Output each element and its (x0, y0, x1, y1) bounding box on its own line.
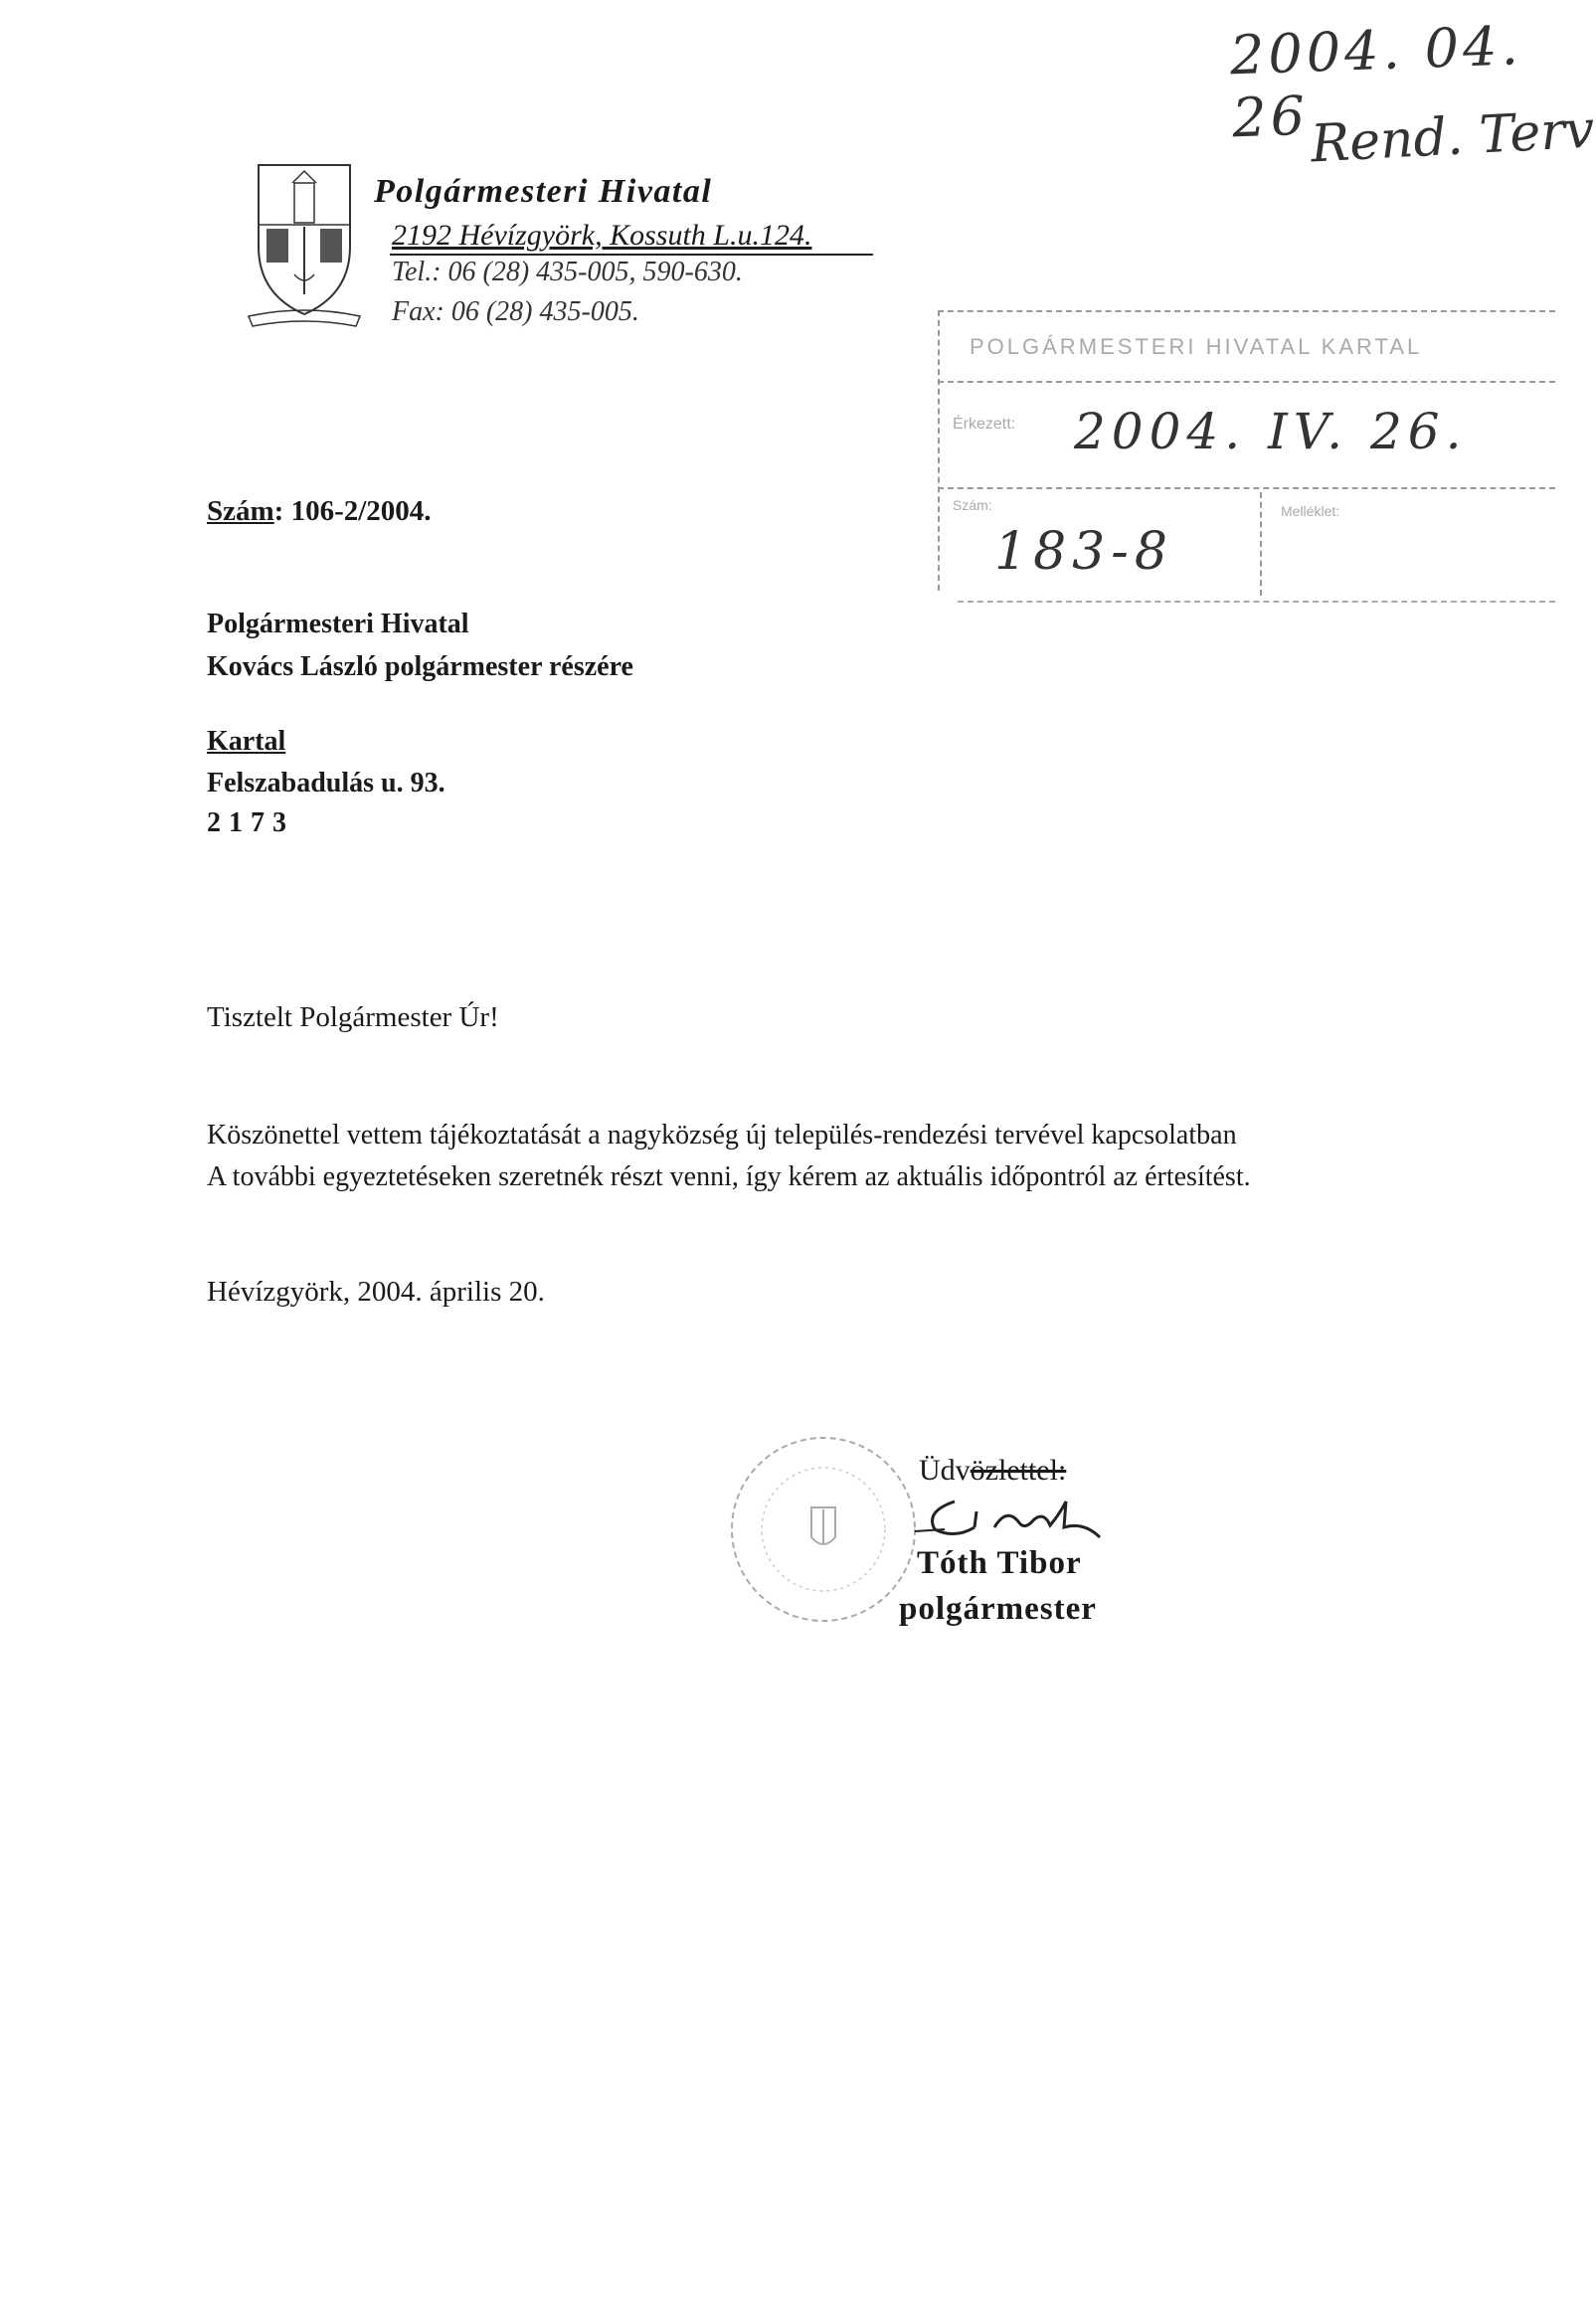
recipient-zip: 2173 (207, 807, 294, 838)
stamp-received-date: 2004. IV. 26. (1074, 403, 1468, 460)
signer-title: polgármester (899, 1591, 1097, 1627)
stamp-attachment-label: Melléklet: (1281, 503, 1340, 519)
body-paragraph-1: Köszönettel vettem tájékoztatását a nagyközség új település-rendezési tervével kapcsolatban (207, 1120, 1237, 1150)
stamp-divider (938, 381, 1555, 383)
official-round-stamp (724, 1430, 923, 1629)
stamp-divider (938, 487, 1555, 489)
body-paragraph-2: A további egyeztetéseken szeretnék részt venni, így kérem az aktuális időpontról az értesítést. (207, 1161, 1251, 1192)
stamp-header: POLGÁRMESTERI HIVATAL KARTAL (970, 334, 1423, 359)
handwritten-note: Rend. Terv (1309, 99, 1596, 175)
closing-greeting (919, 1454, 1066, 1488)
recipient-street: Felszabadulás u. 93. (207, 768, 445, 798)
header-divider (390, 254, 873, 256)
place-and-date: Hévízgyörk, 2004. április 20. (207, 1276, 545, 1308)
reference-number (207, 495, 432, 528)
recipient-line-1: Polgármesteri Hivatal (207, 609, 469, 639)
recipient-city: Kartal (207, 726, 286, 757)
coat-of-arms-logo (247, 155, 362, 332)
stamp-border-left (938, 310, 940, 591)
greeting-text: Üdv (919, 1454, 971, 1487)
signer-name: Tóth Tibor (917, 1545, 1082, 1581)
stamp-column-divider (1260, 492, 1262, 596)
salutation: Tisztelt Polgármester Úr! (207, 1001, 499, 1033)
reference-label: Szám (207, 495, 274, 527)
stamp-number-label: Szám: (953, 497, 992, 513)
greeting-struck-text: özlettel: (970, 1454, 1067, 1487)
reference-value: : 106-2/2004. (273, 495, 432, 527)
office-fax: Fax: 06 (28) 435-005. (392, 296, 639, 327)
stamp-border-top (938, 310, 1555, 312)
handwritten-date: 2004. 04. 26 (1228, 14, 1523, 150)
recipient-line-2: Kovács László polgármester részére (207, 651, 633, 682)
office-address: 2192 Hévízgyörk, Kossuth L.u.124. (392, 219, 812, 252)
stamp-border-bottom (958, 601, 1555, 603)
stamp-number-value: 183-8 (994, 522, 1173, 582)
office-phone: Tel.: 06 (28) 435-005, 590-630. (392, 257, 743, 287)
office-name: Polgármesteri Hivatal (374, 173, 713, 210)
stamp-received-label: Érkezett: (953, 416, 1016, 433)
